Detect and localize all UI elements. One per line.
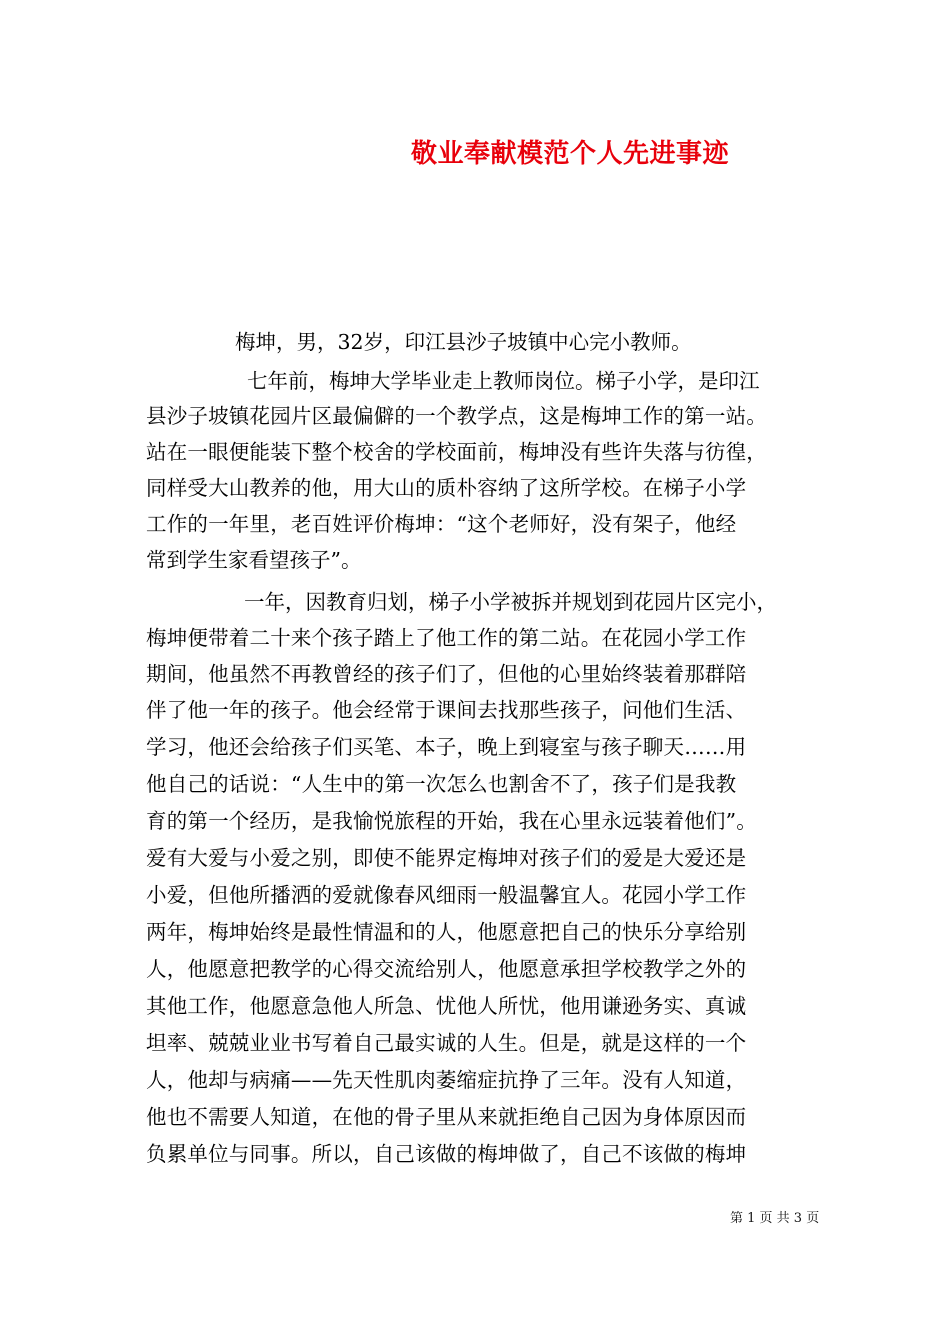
text-line: 负累单位与同事。所以，自己该做的梅坤做了，自己不该做的梅坤 — [146, 1142, 747, 1166]
text-line: 两年，梅坤始终是最性情温和的人，他愿意把自己的快乐分享给别 — [146, 920, 747, 944]
text-line: 县沙子坡镇花园片区最偏僻的一个教学点，这是梅坤工作的第一站。 — [146, 404, 767, 428]
text-line: 小爱，但他所播洒的爱就像春风细雨一般温馨宜人。花园小学工作 — [146, 883, 747, 907]
text-line: 学习，他还会给孩子们买笔、本子，晚上到寝室与孩子聊天……用 — [146, 735, 747, 759]
text-line: 工作的一年里，老百姓评价梅坤：“这个老师好，没有架子，他经 — [146, 512, 737, 536]
text-line: 人，他愿意把教学的心得交流给别人，他愿意承担学校教学之外的 — [146, 957, 747, 981]
text-line: 其他工作，他愿意急他人所急、忧他人所忧，他用谦逊务实、真诚 — [146, 994, 747, 1018]
text-line: 他自己的话说：“人生中的第一次怎么也割舍不了，孩子们是我教 — [146, 772, 737, 796]
document-title: 敬业奉献模范个人先进事迹 — [411, 139, 730, 169]
text-line: 站在一眼便能装下整个校舍的学校面前，梅坤没有些许失落与彷徨， — [146, 440, 767, 464]
text-line: 常到学生家看望孩子”。 — [146, 548, 362, 572]
text-line: 同样受大山教养的他，用大山的质朴容纳了这所学校。在梯子小学 — [146, 476, 747, 500]
text-line: 他也不需要人知道，在他的骨子里从来就拒绝自己因为身体原因而 — [146, 1105, 747, 1129]
text-line: 爱有大爱与小爱之别，即使不能界定梅坤对孩子们的爱是大爱还是 — [146, 846, 747, 870]
text-line: 人，他却与病痛——先天性肌肉萎缩症抗挣了三年。没有人知道， — [146, 1068, 747, 1092]
page-number: 第 1 页 共 3 页 — [730, 1211, 820, 1226]
text-line: 七年前，梅坤大学毕业走上教师岗位。梯子小学，是印江 — [247, 369, 760, 393]
text-line: 梅坤便带着二十来个孩子踏上了他工作的第二站。在花园小学工作 — [146, 626, 747, 650]
text-line: 期间，他虽然不再教曾经的孩子们了，但他的心里始终装着那群陪 — [146, 662, 747, 686]
text-line: 育的第一个经历，是我愉悦旅程的开始，我在心里永远装着他们”。 — [146, 809, 757, 833]
text-line: 梅坤，男，32岁，印江县沙子坡镇中心完小教师。 — [235, 330, 692, 354]
text-line: 坦率、兢兢业业书写着自己最实诚的人生。但是，就是这样的一个 — [146, 1031, 747, 1055]
text-line: 伴了他一年的孩子。他会经常于课间去找那些孩子，问他们生活、 — [146, 698, 747, 722]
text-line: 一年，因教育归划，梯子小学被拆并规划到花园片区完小， — [244, 590, 777, 614]
